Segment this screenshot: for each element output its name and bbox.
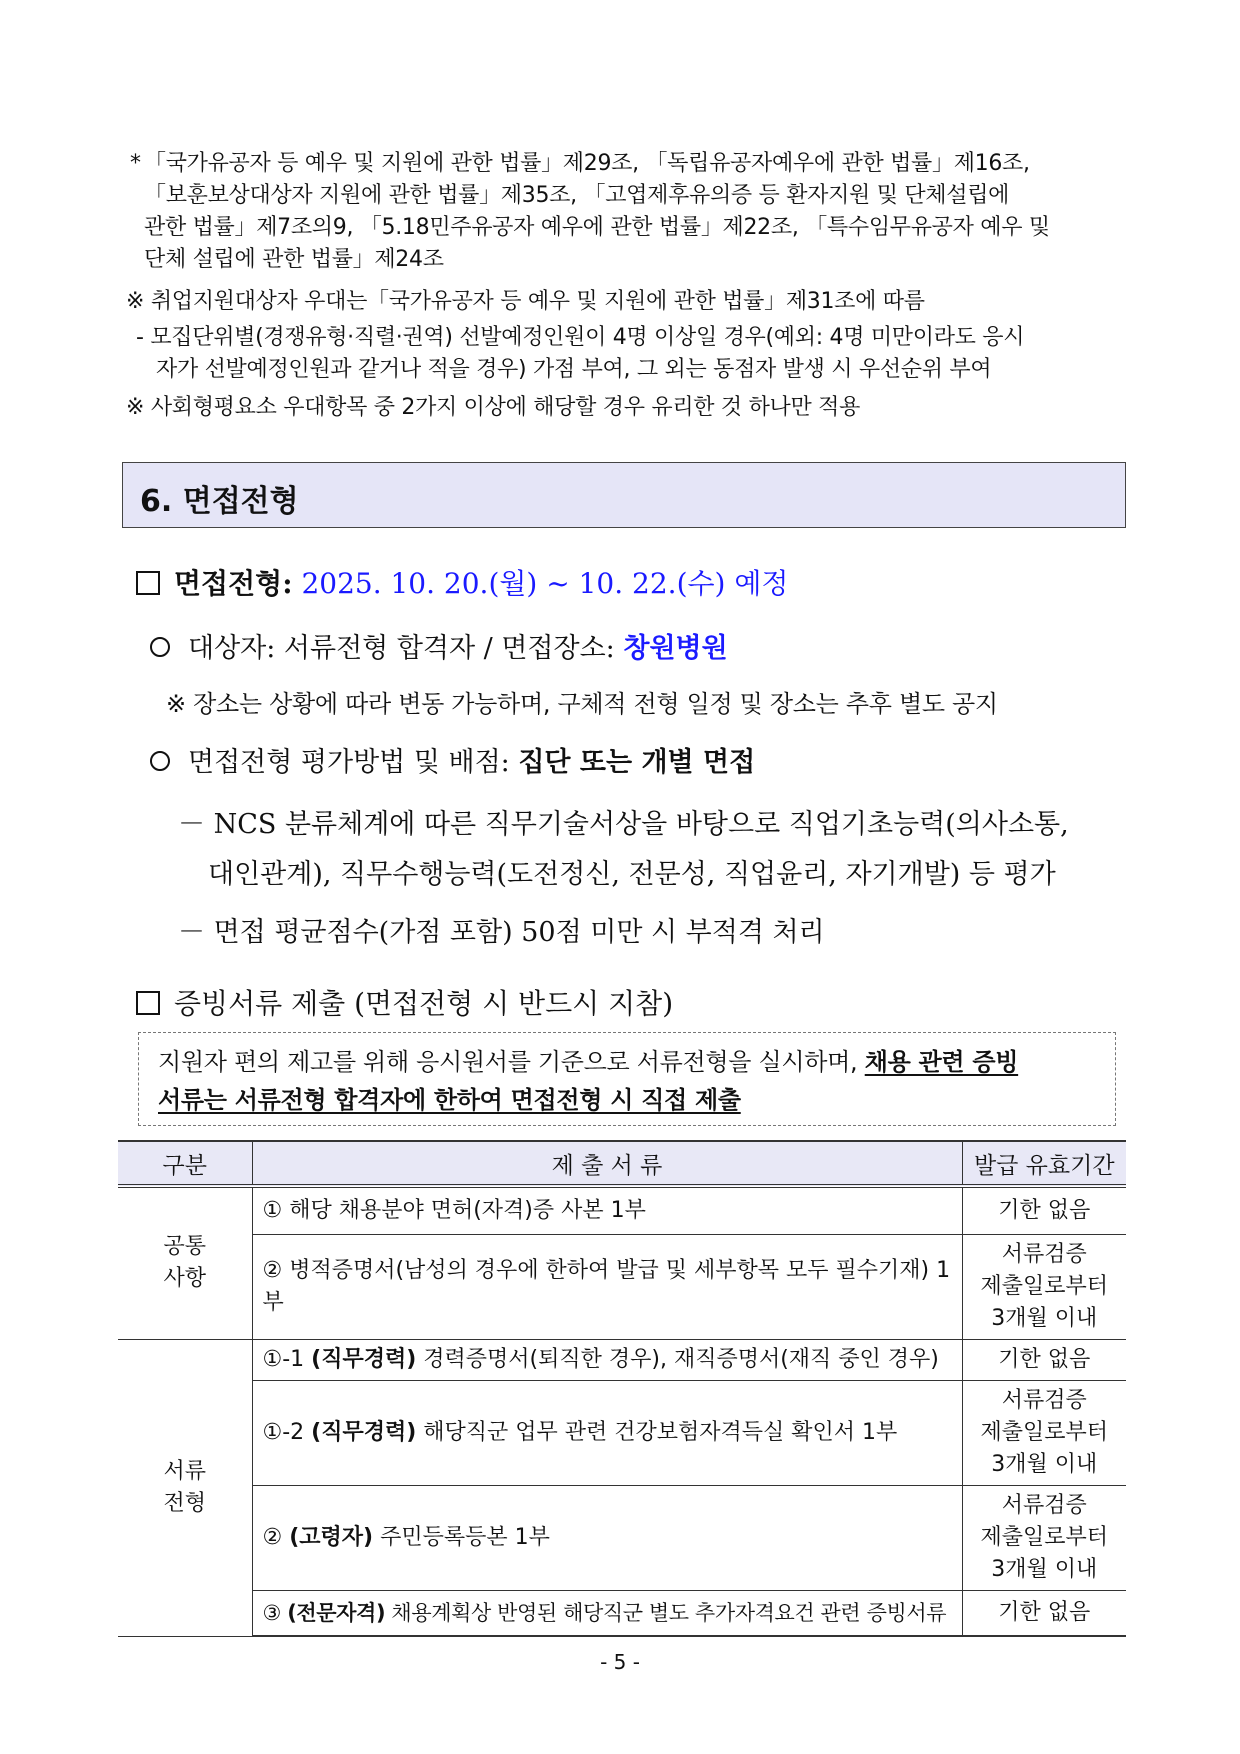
table-row xyxy=(118,1380,1126,1485)
doc-text: ② 병적증명서(남성의 경우에 한하여 발급 및 세부항목 모두 필수기재) 1부 xyxy=(262,1257,951,1315)
law-note-line-2: 「보훈보상대상자 지원에 관한 법률」제35조, 「고엽제후유의증 등 환자지원 및 단체설립에 xyxy=(144,183,1010,208)
method-bullet-1-cont: 대인관계), 직무수행능력(도전정신, 전문성, 직업윤리, 자기개발) 등 평가 xyxy=(208,859,1056,890)
docs-notice-line-2 xyxy=(158,1080,741,1115)
doc-rest: 해당직군 업무 관련 건강보험자격득실 확인서 1부 xyxy=(416,1419,898,1445)
group-common xyxy=(118,1186,252,1339)
law-note-line-1: 「국가유공자 등 예우 및 지원에 관한 법률」제29조, 「독립유공자예우에 관한 법률」제16조, xyxy=(144,151,1030,176)
interview-date: 2025. 10. 20.(월) ~ 10. 22.(수) 예정 xyxy=(301,567,789,600)
doc-prefix: ①-1 xyxy=(262,1346,312,1372)
doc-rest: 주민등록등본 1부 xyxy=(373,1524,550,1550)
checkbox-icon xyxy=(136,571,160,595)
method-value: 집단 또는 개별 면접 xyxy=(518,747,756,778)
validity-cell: 기한 없음 xyxy=(962,1590,1126,1636)
validity-cell: 서류검증 제출일로부터 3개월 이내 xyxy=(962,1380,1126,1485)
docs-notice-bold-1: 채용 관련 증빙 xyxy=(864,1048,1019,1076)
doc-bold: (전문자격) xyxy=(287,1600,386,1625)
doc-cell xyxy=(252,1485,962,1590)
doc-text: ① 해당 채용분야 면허(자격)증 사본 1부 xyxy=(262,1197,646,1223)
doc-cell xyxy=(252,1380,962,1485)
circle-bullet-icon xyxy=(150,751,170,771)
target-line xyxy=(150,626,728,665)
page-number: - 5 - xyxy=(600,1650,640,1674)
header-documents: 제 출 서 류 xyxy=(252,1141,962,1186)
star-prefix: * xyxy=(130,151,141,176)
doc-bold: (직무경력) xyxy=(311,1346,417,1372)
docs-notice-bold-2: 서류는 서류전형 합격자에 한하여 면접전형 시 직접 제출 xyxy=(158,1086,741,1114)
docs-notice-plain: 지원자 편의 제고를 위해 응시원서를 기준으로 서류전형을 실시하며, xyxy=(158,1048,865,1076)
checkbox-icon xyxy=(136,991,160,1015)
docs-section-title-line xyxy=(136,982,673,1022)
validity-cell: 서류검증 제출일로부터 3개월 이내 xyxy=(962,1485,1126,1590)
table-row xyxy=(118,1590,1126,1636)
law-note-line-4: 단체 설립에 관한 법률」제24조 xyxy=(144,247,444,272)
method-line xyxy=(150,740,755,779)
group-common-label-1: 공통 xyxy=(163,1234,206,1260)
interview-place: 창원병원 xyxy=(623,633,728,664)
method-bullet-2: － 면접 평균점수(가점 포함) 50점 미만 시 부적격 처리 xyxy=(178,917,825,948)
doc-cell xyxy=(252,1590,962,1636)
group-screening-label-2: 전형 xyxy=(163,1490,206,1516)
table-row xyxy=(118,1485,1126,1590)
law-note-line-3: 관한 법률」제7조의9, 「5.18민주유공자 예우에 관한 법률」제22조, 「특수임무유공자 예우 및 xyxy=(144,215,1050,240)
doc-bold: (직무경력) xyxy=(311,1419,417,1445)
doc-cell xyxy=(252,1186,962,1234)
validity-cell: 기한 없음 xyxy=(962,1186,1126,1234)
table-row xyxy=(118,1339,1126,1380)
doc-cell xyxy=(252,1339,962,1380)
doc-cell xyxy=(252,1234,962,1339)
target-label: 대상자: 서류전형 합격자 / 면접장소: xyxy=(188,633,615,664)
validity-cell: 기한 없음 xyxy=(962,1339,1126,1380)
ref-note-equity: ※ 사회형평요소 우대항목 중 2가지 이상에 해당할 경우 유리한 것 하나만 적용 xyxy=(126,395,861,420)
header-category: 구분 xyxy=(118,1141,252,1186)
header-validity: 발급 유효기간 xyxy=(962,1141,1126,1186)
dash-note-line-1: - 모집단위별(경쟁유형·직렬·권역) 선발예정인원이 4명 이상일 경우(예외: 4명 미만이라도 응시 xyxy=(136,325,1025,350)
dash-note-line-2: 자가 선발예정인원과 같거나 적을 경우) 가점 부여, 그 외는 동점자 발생 시 우선순위 부여 xyxy=(156,357,992,382)
docs-notice-line-1 xyxy=(158,1042,1018,1077)
validity-cell: 서류검증 제출일로부터 3개월 이내 xyxy=(962,1234,1126,1339)
doc-bold: (고령자) xyxy=(289,1524,374,1550)
method-bullet-1: － NCS 분류체계에 따른 직무기술서상을 바탕으로 직업기초능력(의사소통, xyxy=(178,809,1069,840)
interview-label: 면접전형: xyxy=(174,567,293,600)
group-screening xyxy=(118,1339,252,1636)
method-label: 면접전형 평가방법 및 배점: xyxy=(188,747,510,778)
place-note: ※ 장소는 상황에 따라 변동 가능하며, 구체적 전형 일정 및 장소는 추후 별도 공지 xyxy=(166,690,998,718)
documents-table xyxy=(118,1140,1126,1637)
table-row xyxy=(118,1234,1126,1339)
doc-rest: 경력증명서(퇴직한 경우), 재직증명서(재직 중인 경우) xyxy=(416,1346,939,1372)
table-row xyxy=(118,1186,1126,1234)
docs-section-title: 증빙서류 제출 (면접전형 시 반드시 지참) xyxy=(174,987,674,1020)
circle-bullet-icon xyxy=(150,637,170,657)
group-common-label-2: 사항 xyxy=(163,1266,206,1292)
group-screening-label-1: 서류 xyxy=(163,1458,206,1484)
doc-prefix: ② xyxy=(262,1524,290,1550)
interview-line xyxy=(136,562,788,602)
doc-prefix: ①-2 xyxy=(262,1419,312,1445)
doc-rest: 채용계획상 반영된 해당직군 별도 추가자격요건 관련 증빙서류 xyxy=(385,1600,947,1625)
doc-prefix: ③ xyxy=(262,1600,288,1625)
section-title: 6. 면접전형 xyxy=(140,484,299,519)
table-header-row xyxy=(118,1141,1126,1186)
ref-note-employment: ※ 취업지원대상자 우대는「국가유공자 등 예우 및 지원에 관한 법률」제31조에 따름 xyxy=(126,289,925,314)
